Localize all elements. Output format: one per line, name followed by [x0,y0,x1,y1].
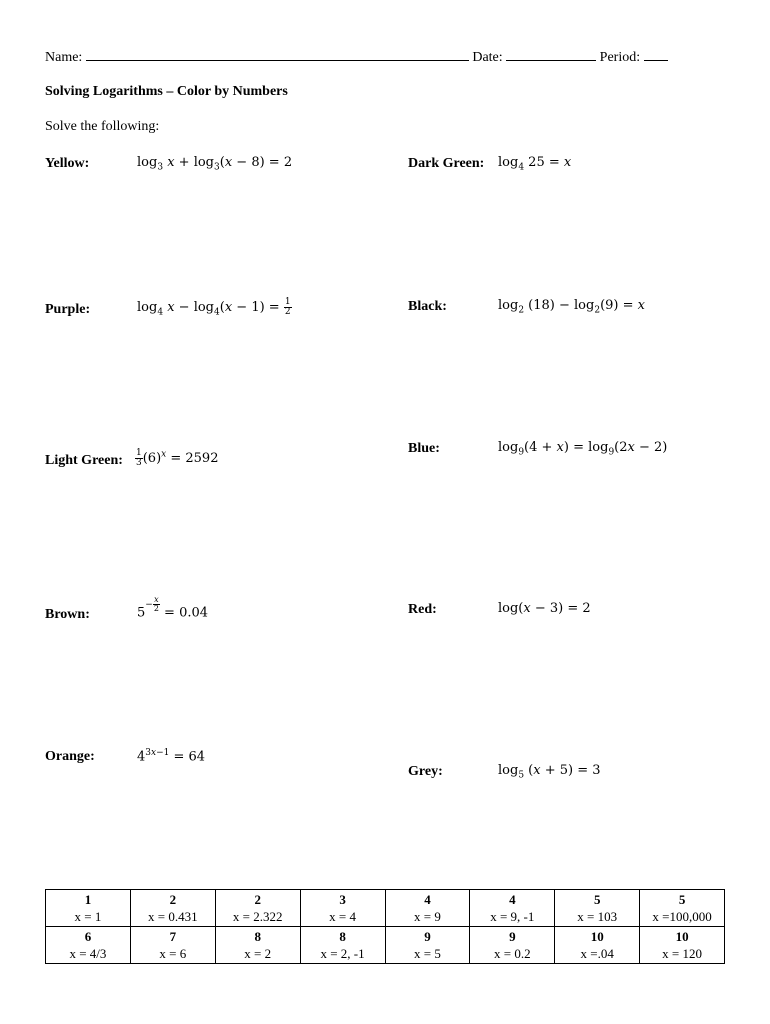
answer-key-row [46,890,725,927]
name-label: Name: [45,50,83,65]
problem-label-grey: Grey: [408,764,443,779]
answer-key-cell: 1 x = 1 [46,890,131,927]
problem-equation-brown: $5^{- \frac{x}{2}}$ = 0.04 [137,595,209,621]
answer-key-cell: 6 x = 4/3 [46,927,131,964]
date-field[interactable] [506,48,596,61]
problem-equation-red: log(x − 3) = 2 [498,601,591,616]
problem-equation-purple: $\log_4 x - \log_4(x - 1)$ = $\frac{1}{2}$ [137,297,291,318]
answer-key-cell: 4 x = 9, -1 [470,890,555,927]
problem-equation-grey: $\log_5 (x + 5) = 3$ [498,763,601,781]
answer-key-cell: 3 x = 4 [300,890,385,927]
answer-key-cell: 2 x = 0.431 [130,890,215,927]
answer-key-cell: 2 x = 2.322 [215,890,300,927]
problem-equation-yellow: $\log_3 x + \log_3(x - 8) = 2$ [137,155,293,173]
answer-key-cell: 8 x = 2, -1 [300,927,385,964]
name-field[interactable] [86,48,469,61]
worksheet-title: Solving Logarithms – Color by Numbers [45,84,288,99]
answer-key-cell: 8 x = 2 [215,927,300,964]
answer-key-table [45,889,725,964]
problem-label-blue: Blue: [408,441,440,456]
answer-key-cell: 10 x = 120 [640,927,725,964]
answer-key-cell: 5 x =100,000 [640,890,725,927]
problem-label-red: Red: [408,602,437,617]
answer-key-cell: 7 x = 6 [130,927,215,964]
period-field[interactable] [644,48,668,61]
problem-label-purple: Purple: [45,302,91,317]
problem-equation-black: $\log_2 (18) - \log_2(9) = x$ [498,298,645,316]
answer-key-cell: 9 x = 5 [385,927,470,964]
answer-key-cell: 4 x = 9 [385,890,470,927]
problem-label-dark-green: Dark Green: [408,156,485,171]
problem-label-brown: Brown: [45,607,90,622]
problem-label-orange: Orange: [45,749,95,764]
problem-equation-light-green: $\frac{1}{3}$ $(6)^x = 2592$ [136,448,219,468]
date-label: Date: [472,50,503,65]
answer-key-cell: 5 x = 103 [555,890,640,927]
problem-equation-dark-green: $\log_4 25 = x$ [498,155,572,173]
problem-equation-blue: $\log_9(4 + x) = \log_9(2x - 2)$ [498,440,668,458]
answer-key-cell: 9 x = 0.2 [470,927,555,964]
problem-label-light-green: Light Green: [45,453,123,468]
problem-label-yellow: Yellow: [45,156,90,171]
period-label: Period: [599,50,641,65]
instructions: Solve the following: [45,119,160,134]
problem-label-black: Black: [408,299,447,314]
header-line [45,48,668,66]
answer-key-row [46,927,725,964]
problem-equation-orange: $4^{3x-1} = 64$ [137,748,206,765]
answer-key-cell: 10 x =.04 [555,927,640,964]
